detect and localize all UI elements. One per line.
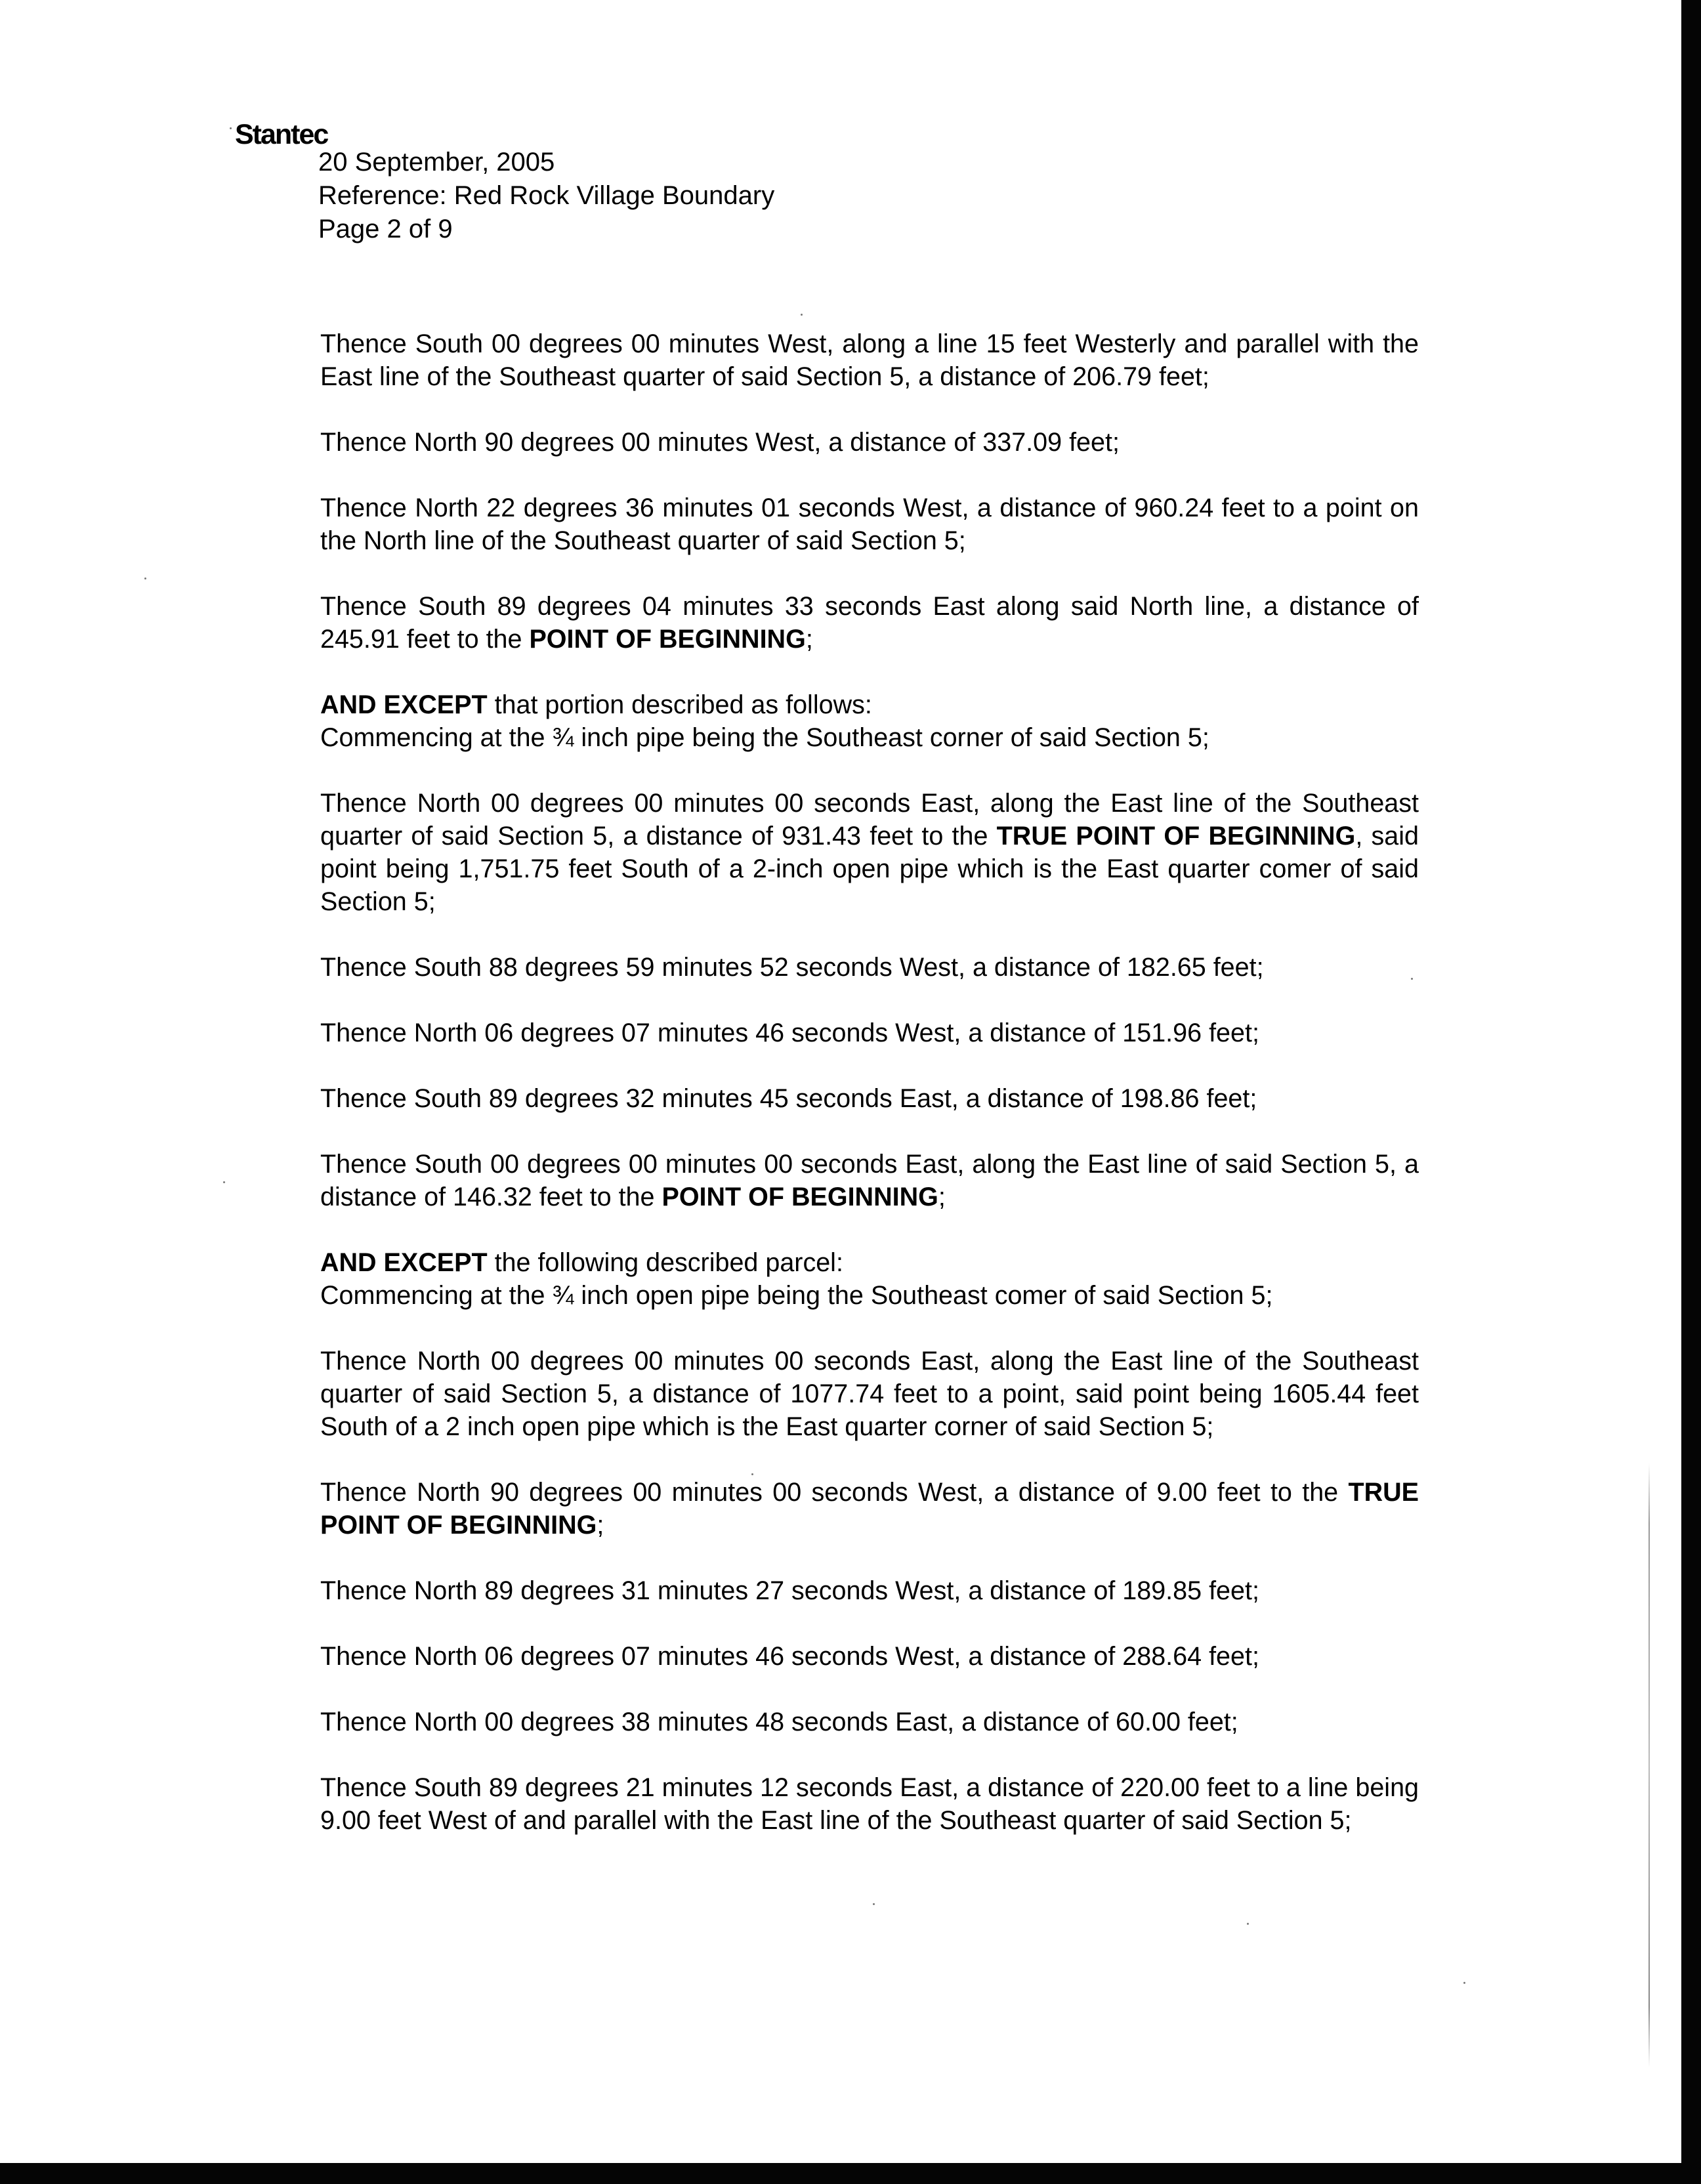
scan-border-bottom: [0, 2163, 1701, 2184]
scan-speck: [751, 1473, 753, 1475]
page-number: Page 2 of 9: [318, 215, 453, 243]
paragraph: Thence North 89 degrees 31 minutes 27 seconds West, a distance of 189.85 feet;: [320, 1576, 1259, 1605]
scan-speck: [230, 127, 232, 129]
scan-speck: [223, 1181, 225, 1183]
paragraph: Thence South 00 degrees 00 minutes 00 seconds East, along the East line of said Section 5, a distance of 146.32 feet to the POINT OF BEGINNING;: [320, 1150, 1419, 1211]
date-line: 20 September, 2005: [318, 148, 555, 177]
paragraph: Thence South 89 degrees 04 minutes 33 seconds East along said North line, a distance of 245.91 feet to the POINT OF BEGINNING;: [320, 592, 1419, 654]
scan-border-right: [1681, 0, 1701, 2184]
paragraph: AND EXCEPT the following described parcel:: [320, 1248, 843, 1277]
legal-description-body: [320, 327, 1419, 1870]
paragraph: Commencing at the ¾ inch pipe being the Southeast corner of said Section 5;: [320, 723, 1209, 752]
scan-speck: [144, 578, 146, 579]
paragraph: AND EXCEPT that portion described as follows:: [320, 690, 872, 719]
paragraph: Thence North 22 degrees 36 minutes 01 seconds West, a distance of 960.24 feet to a point on the North line of the Southeast quarter of said Section 5;: [320, 494, 1419, 555]
scan-speck: [801, 314, 803, 316]
stantec-logo: Stantec: [235, 119, 328, 150]
paragraph: Commencing at the ¾ inch open pipe being the Southeast comer of said Section 5;: [320, 1281, 1273, 1310]
scan-speck: [1411, 978, 1413, 980]
scan-artifact-line: [1648, 1463, 1650, 2067]
paragraph: Thence North 90 degrees 00 minutes 00 seconds West, a distance of 9.00 feet to the TRUE POINT OF BEGINNING;: [320, 1478, 1419, 1540]
letter-header: [318, 146, 774, 246]
paragraph: Thence South 89 degrees 21 minutes 12 seconds East, a distance of 220.00 feet to a line being 9.00 feet West of and parallel with the East line of the Southeast quarter of said Section 5;: [320, 1773, 1419, 1835]
scan-speck: [1247, 1923, 1249, 1925]
paragraph: Thence North 00 degrees 38 minutes 48 seconds East, a distance of 60.00 feet;: [320, 1708, 1238, 1736]
paragraph: Thence North 00 degrees 00 minutes 00 seconds East, along the East line of the Southeast quarter of said Section 5, a distance of 1077.74 feet to a point, said point being 1605.44 feet South of a 2 inch open pipe which is the East quarter corner of said Section 5;: [320, 1347, 1419, 1441]
paragraph: Thence North 06 degrees 07 minutes 46 seconds West, a distance of 288.64 feet;: [320, 1642, 1259, 1671]
paragraph: Thence South 88 degrees 59 minutes 52 seconds West, a distance of 182.65 feet;: [320, 953, 1264, 982]
paragraph: Thence South 89 degrees 32 minutes 45 seconds East, a distance of 198.86 feet;: [320, 1084, 1257, 1113]
paragraph: Thence North 90 degrees 00 minutes West, a distance of 337.09 feet;: [320, 428, 1120, 457]
scan-speck: [1463, 1982, 1465, 1984]
paragraph: Thence South 00 degrees 00 minutes West, along a line 15 feet Westerly and parallel with the East line of the Southeast quarter of said Section 5, a distance of 206.79 feet;: [320, 329, 1419, 391]
paragraph: Thence North 06 degrees 07 minutes 46 seconds West, a distance of 151.96 feet;: [320, 1018, 1259, 1047]
scan-speck: [873, 1903, 875, 1905]
paragraph: Thence North 00 degrees 00 minutes 00 seconds East, along the East line of the Southeast quarter of said Section 5, a distance of 931.43 feet to the TRUE POINT OF BEGINNING, said point being 1,751.75 feet South of a 2-inch open pipe which is the East quarter comer of said Section 5;: [320, 789, 1419, 916]
reference-line: Reference: Red Rock Village Boundary: [318, 181, 775, 210]
